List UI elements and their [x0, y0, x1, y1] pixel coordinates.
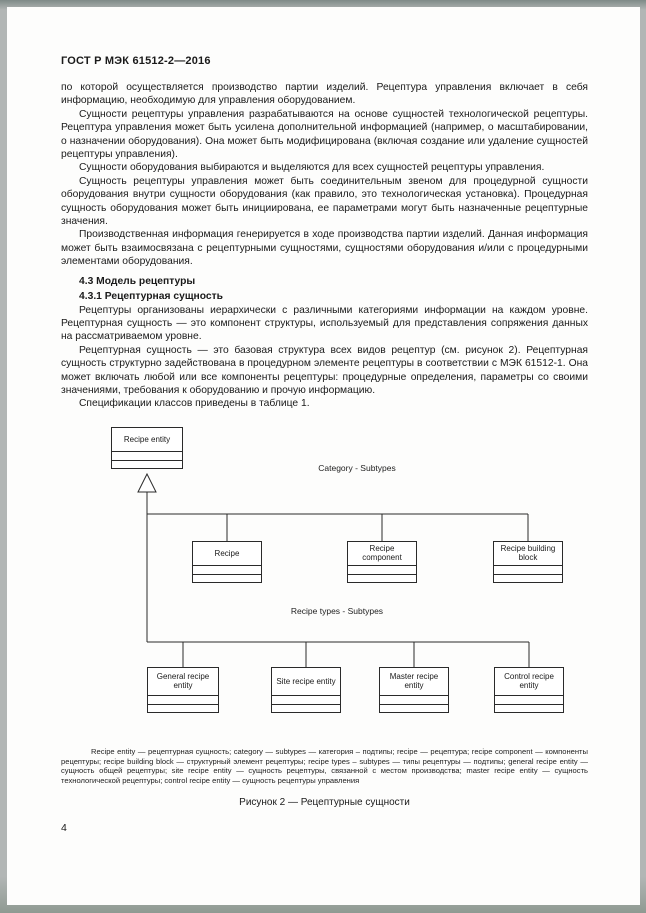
paragraph: по которой осуществляется производство партии изделий. Рецептура управления включает в себя информацию, необходимую для управления оборудованием. [61, 82, 588, 107]
paragraph: Производственная информация генерируется в ходе производства партии изделий. Данная информация может быть взаимосвязана с рецептурными сущностями, сущностями оборудования и/или с процедурными элементами оборудования. [61, 229, 588, 268]
uml-compartment [494, 566, 562, 574]
uml-box-title: Recipe entity [112, 428, 182, 452]
uml-box-title: Master recipe entity [380, 668, 448, 696]
uml-box-control-recipe-entity [494, 667, 564, 713]
uml-compartment [380, 704, 448, 712]
uml-box-title: Recipe building block [494, 542, 562, 566]
paragraph: Сущности рецептуры управления разрабатываются на основе сущностей технологической рецептуры. Рецептура управления может быть усилена дополнительной информацией (например, о масштабировании, о назначении оборудования). Она может быть модифицирована (включая создание или удаление сущностей рецептуры управления). [61, 108, 588, 161]
figure-caption: Рисунок 2 — Рецептурные сущности [239, 796, 410, 808]
uml-compartment [112, 452, 182, 460]
uml-compartment [148, 704, 218, 712]
uml-compartment [112, 460, 182, 468]
uml-box-site-recipe-entity [271, 667, 341, 713]
uml-box-recipe-component [347, 541, 417, 583]
paragraph: Сущность рецептуры управления может быть соединительным звеном для процедурной сущности оборудования внутри сущности оборудования (как правило, это технологическая установка). Процедурная сущность оборудования может быть инициирована, ее параметрами могут быть назначенные рецептурные значения. [61, 175, 588, 228]
paragraph: Рецептуры организованы иерархически с различными категориями информации на каждом уровне. Рецептурная сущность — это компонент структуры, используемый для представления сопряжения данных на рассматриваемом уровне. [61, 304, 588, 343]
paragraph: Сущности оборудования выбираются и выделяются для всех сущностей рецептуры управления. [79, 162, 545, 174]
recipe-types-subtypes-label: Recipe types - Subtypes [290, 605, 384, 616]
section-heading-4-3: 4.3 Модель рецептуры [79, 275, 196, 287]
uml-box-recipe-building-block [493, 541, 563, 583]
uml-box-title: Recipe component [348, 542, 416, 566]
uml-box-title: Recipe [193, 542, 261, 566]
body-text [61, 81, 588, 411]
uml-compartment [272, 696, 340, 704]
generalization-triangle-icon [138, 474, 156, 492]
uml-box-title: Control recipe entity [495, 668, 563, 696]
uml-compartment [193, 566, 261, 574]
uml-compartment [193, 574, 261, 582]
doc-header: ГОСТ Р МЭК 61512-2—2016 [61, 55, 211, 67]
uml-compartment [495, 696, 563, 704]
figure-legend: Recipe entity — рецептурная сущность; category — subtypes — категория – подтипы; recipe — рецептура; recipe component — компоненты рецептуры; recipe building block — структурный элемент рецептуры; recipe types – subtypes — типы рецептуры — подтипы; general recipe entity — сущность общей рецептуры; site recipe entity — сущность рецептуры, связанной с местом производства; master recipe entity — сущность технологической рецептуры; control recipe entity — сущность рецептуры управления [61, 746, 588, 786]
uml-box-title: Site recipe entity [272, 668, 340, 696]
uml-box-title: General recipe entity [148, 668, 218, 696]
uml-compartment [272, 704, 340, 712]
uml-compartment [495, 704, 563, 712]
category-subtypes-label: Category - Subtypes [318, 462, 396, 473]
uml-compartment [348, 574, 416, 582]
uml-box-general-recipe-entity [147, 667, 219, 713]
paragraph: Спецификации классов приведены в таблице 1. [79, 398, 310, 410]
uml-box-recipe-entity [111, 427, 183, 469]
paragraph: Рецептурная сущность — это базовая структура всех видов рецептур (см. рисунок 2). Рецептурная сущность структурно задействована в процедурном элементе рецептуры в соответствии с МЭК 61512-1. Она может включать любой или все компоненты рецептуры: процедурные определения, параметры со своими значениями, требования к оборудованию и прочую информацию. [61, 344, 588, 396]
uml-box-recipe [192, 541, 262, 583]
uml-compartment [348, 566, 416, 574]
uml-compartment [494, 574, 562, 582]
uml-compartment [148, 696, 218, 704]
uml-compartment [380, 696, 448, 704]
page-number: 4 [61, 821, 67, 834]
uml-box-master-recipe-entity [379, 667, 449, 713]
document-page [7, 7, 640, 905]
figure-2-diagram [7, 425, 640, 725]
section-heading-4-3-1: 4.3.1 Рецептурная сущность [79, 291, 223, 303]
